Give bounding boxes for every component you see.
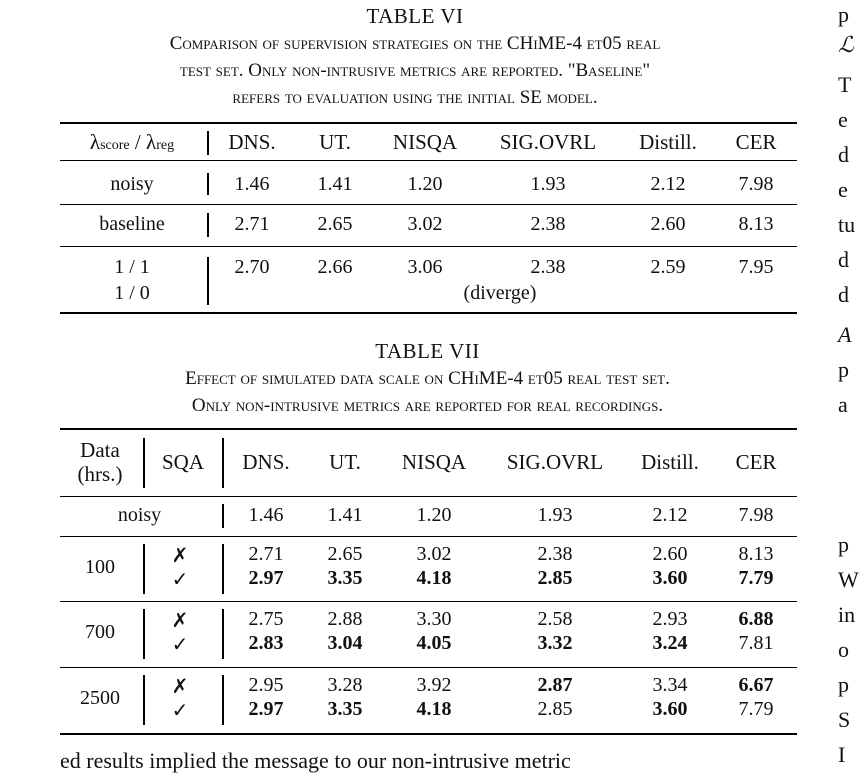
side-text: d <box>838 247 849 272</box>
table7-rule <box>60 601 797 602</box>
table6-row-label: baseline <box>99 213 165 235</box>
table7-cell: 2.88 <box>327 608 363 630</box>
table7-cell-bold: 3.24 <box>652 632 688 654</box>
table6-cell: 3.02 <box>407 213 443 235</box>
table7-cell: 2.58 <box>537 608 573 630</box>
table7-cell-bold: 2.85 <box>537 567 573 589</box>
table7-cell-bold: 3.60 <box>652 567 688 589</box>
body-text-line: ed results implied the message to our non-intrusive metric <box>60 748 571 773</box>
cross-mark-icon: ✗ <box>171 608 189 632</box>
table7-row-label: noisy <box>117 504 162 526</box>
table7-cell: 3.28 <box>327 674 363 696</box>
table7-cell: 3.34 <box>652 674 688 696</box>
table7-cell: 1.46 <box>248 504 284 526</box>
side-text: S <box>838 707 851 732</box>
table7-cell-bold: 6.88 <box>738 608 774 630</box>
table7-separator <box>143 544 145 594</box>
table6-rule <box>60 204 797 205</box>
table6-top-rule <box>60 122 797 124</box>
table6-caption-line: refers to evaluation using the initial SE model. <box>232 87 598 108</box>
table7-caption <box>0 365 855 419</box>
table6-row-label: 1 / 1 <box>114 256 150 278</box>
cross-mark-icon: ✗ <box>171 674 189 698</box>
table6-cell: 1.20 <box>407 173 443 195</box>
table6-cell: 2.71 <box>234 213 270 235</box>
side-text: p <box>838 532 849 557</box>
table7-separator <box>222 675 224 725</box>
table7-cell-bold: 3.35 <box>327 698 363 720</box>
table6-separator <box>207 213 209 237</box>
table7-separator <box>143 609 145 659</box>
table7-cell-bold: 4.18 <box>416 567 452 589</box>
table7-cell: 7.79 <box>738 698 774 720</box>
table6-cell: 2.12 <box>650 173 686 195</box>
table7-separator <box>222 609 224 659</box>
table6-separator <box>207 173 209 195</box>
table6-header: SIG.OVRL <box>499 130 597 154</box>
table6-cell: 1.41 <box>317 173 353 195</box>
table6-row-label: noisy <box>110 173 154 195</box>
side-text: e <box>838 177 848 202</box>
table7-rule <box>60 667 797 668</box>
table7-caption-line: Effect of simulated data scale on CHiME-4 et05 real test set. <box>185 368 670 389</box>
table7-group-hours: 2500 <box>80 687 120 709</box>
table7-rule <box>60 496 797 497</box>
table6-rule <box>60 246 797 247</box>
table7-cell-bold: 2.87 <box>537 674 573 696</box>
table7-group-hours: 100 <box>85 556 115 578</box>
table7-separator <box>143 675 145 725</box>
table7-header: NISQA <box>401 450 467 474</box>
side-text: T <box>838 72 852 97</box>
table7-cell-bold: 3.04 <box>327 632 363 654</box>
table7-cell-bold: 6.67 <box>738 674 774 696</box>
table7-separator <box>222 504 224 528</box>
check-mark-icon: ✓ <box>171 698 189 722</box>
table7-cell: 2.60 <box>652 543 688 565</box>
table7-cell-bold: 4.18 <box>416 698 452 720</box>
table6-cell: 2.59 <box>650 256 686 278</box>
table6-cell: 3.06 <box>407 256 443 278</box>
table7-cell-bold: 3.32 <box>537 632 573 654</box>
table7-cell: 2.12 <box>652 504 688 526</box>
table7-separator <box>222 544 224 594</box>
table7-cell-bold: 2.97 <box>248 567 284 589</box>
table7-cell: 8.13 <box>738 543 774 565</box>
table7-cell: 2.85 <box>537 698 573 720</box>
table7-header: SIG.OVRL <box>506 450 604 474</box>
table6-title: TABLE VI <box>366 4 464 28</box>
table6-cell: 7.98 <box>738 173 774 195</box>
table6-header: CER <box>735 130 777 154</box>
table7-header: UT. <box>329 450 361 474</box>
table7-cell: 2.65 <box>327 543 363 565</box>
table6-rule <box>60 160 797 161</box>
side-text: a <box>838 392 848 417</box>
table7-cell-bold: 2.97 <box>248 698 284 720</box>
table7-header-data: Data (hrs.) <box>77 438 123 486</box>
table7-cell-bold: 7.79 <box>738 567 774 589</box>
table6-separator <box>207 131 209 155</box>
table6-header: Distill. <box>639 130 697 154</box>
table6-bottom-rule <box>60 312 797 314</box>
table6-header: UT. <box>319 130 351 154</box>
side-text: in <box>838 602 856 627</box>
check-mark-icon: ✓ <box>171 567 189 591</box>
table6-caption-line: Comparison of supervision strategies on the CHiME-4 et05 real <box>169 33 661 54</box>
table6-header-lambda: λscore / λreg <box>89 130 175 154</box>
table7-cell: 7.81 <box>738 632 774 654</box>
table7-cell: 2.95 <box>248 674 284 696</box>
table6-cell: 2.66 <box>317 256 353 278</box>
table7-cell: 2.93 <box>652 608 688 630</box>
table7-cell: 1.93 <box>537 504 573 526</box>
side-text: o <box>838 637 849 662</box>
table7-separator <box>222 438 224 488</box>
table6-cell: 7.95 <box>738 256 774 278</box>
side-text: A <box>838 322 852 347</box>
table7-cell: 3.02 <box>416 543 452 565</box>
table6-caption-line: test set. Only non-intrusive metrics are reported. "Baseline" <box>179 60 651 81</box>
table7-header: CER <box>735 450 777 474</box>
table7-title: TABLE VII <box>375 339 480 363</box>
table7-cell-bold: 3.60 <box>652 698 688 720</box>
side-text: d <box>838 282 849 307</box>
table7-cell: 1.20 <box>416 504 452 526</box>
table7-cell: 7.98 <box>738 504 774 526</box>
side-text: tu <box>838 212 856 237</box>
table7-cell: 2.75 <box>248 608 284 630</box>
table7-cell: 3.92 <box>416 674 452 696</box>
side-text: ℒ <box>838 32 854 57</box>
table6-cell: 2.38 <box>530 213 566 235</box>
table7-cell-bold: 4.05 <box>416 632 452 654</box>
side-text: p <box>838 357 849 382</box>
side-text: e <box>838 107 848 132</box>
table7-rule <box>60 536 797 537</box>
table7-cell: 2.71 <box>248 543 284 565</box>
side-text: I <box>838 742 846 767</box>
side-text: p <box>838 672 849 697</box>
table7-cell: 3.30 <box>416 608 452 630</box>
table6-header: NISQA <box>392 130 458 154</box>
table7-cell: 1.41 <box>327 504 363 526</box>
table7-top-rule <box>60 428 797 430</box>
table6-caption <box>0 30 830 111</box>
table6-cell: 2.65 <box>317 213 353 235</box>
table7-separator <box>143 438 145 488</box>
side-text: d <box>838 142 849 167</box>
table7-bottom-rule <box>60 733 797 735</box>
table7-caption-line: Only non-intrusive metrics are reported for real recordings. <box>191 395 664 416</box>
table6-cell: 2.70 <box>234 256 270 278</box>
table6-separator <box>207 257 209 305</box>
table7-cell: 2.38 <box>537 543 573 565</box>
table6-cell: 2.60 <box>650 213 686 235</box>
table6-cell: 1.46 <box>234 173 270 195</box>
table6-row-label: 1 / 0 <box>114 282 150 304</box>
table6-cell: 8.13 <box>738 213 774 235</box>
table6-header: DNS. <box>228 130 276 154</box>
table6-diverge-note: (diverge) <box>463 282 537 304</box>
table7-header: Distill. <box>641 450 699 474</box>
table7-group-hours: 700 <box>85 621 115 643</box>
table6-cell: 1.93 <box>530 173 566 195</box>
side-text: p <box>838 2 849 27</box>
table7-cell-bold: 3.35 <box>327 567 363 589</box>
table6-cell: 2.38 <box>530 256 566 278</box>
table7-cell-bold: 2.83 <box>248 632 284 654</box>
table7-header: DNS. <box>242 450 290 474</box>
cross-mark-icon: ✗ <box>171 543 189 567</box>
check-mark-icon: ✓ <box>171 632 189 656</box>
side-text: W <box>838 567 859 592</box>
table7-header-sqa: SQA <box>161 450 204 474</box>
